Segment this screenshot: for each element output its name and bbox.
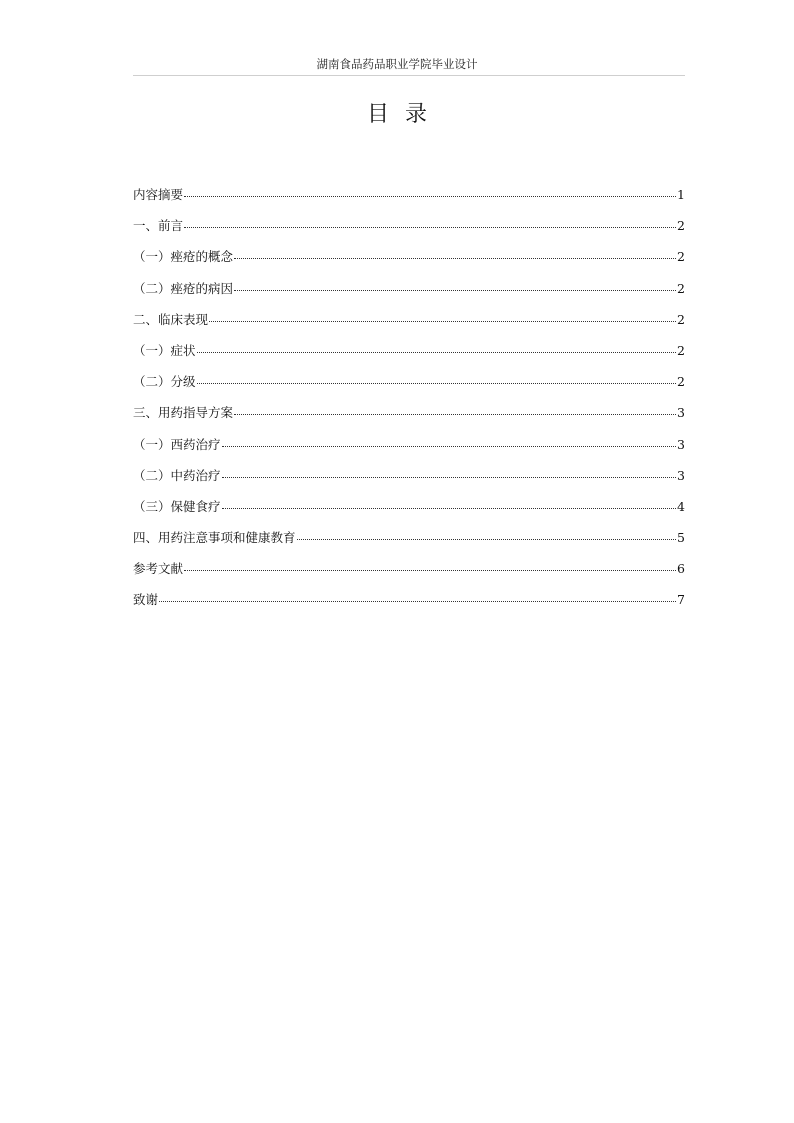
toc-entry-label: 四、用药注意事项和健康教育 bbox=[133, 530, 296, 546]
dot-leader bbox=[184, 195, 676, 197]
toc-entry-page: 3 bbox=[677, 436, 685, 452]
dot-leader bbox=[159, 600, 676, 602]
toc-entry[interactable] bbox=[133, 342, 685, 373]
toc-entry-page: 7 bbox=[677, 592, 685, 608]
toc-entry-label: （一）症状 bbox=[133, 342, 196, 358]
table-of-contents bbox=[133, 186, 685, 623]
dot-leader bbox=[197, 351, 677, 353]
toc-entry-label: 致谢 bbox=[133, 592, 159, 608]
page-title: 目录 bbox=[366, 102, 443, 127]
toc-entry-label: （二）痤疮的病因 bbox=[133, 280, 234, 296]
toc-entry-page: 3 bbox=[677, 405, 685, 421]
dot-leader bbox=[184, 226, 676, 228]
toc-entry-page: 6 bbox=[677, 561, 685, 577]
toc-entry-label: 三、用药指导方案 bbox=[133, 405, 234, 421]
dot-leader bbox=[222, 507, 677, 509]
toc-entry[interactable] bbox=[133, 529, 685, 560]
toc-entry[interactable] bbox=[133, 280, 685, 311]
toc-entry[interactable] bbox=[133, 373, 685, 404]
dot-leader bbox=[222, 476, 677, 478]
dot-leader bbox=[222, 445, 677, 447]
dot-leader bbox=[234, 289, 676, 291]
toc-entry-page: 2 bbox=[677, 249, 685, 265]
toc-entry-page: 3 bbox=[677, 467, 685, 483]
toc-entry-label: （三）保健食疗 bbox=[133, 498, 221, 514]
toc-entry[interactable] bbox=[133, 248, 685, 279]
toc-entry[interactable] bbox=[133, 498, 685, 529]
toc-entry[interactable] bbox=[133, 560, 685, 591]
toc-entry[interactable] bbox=[133, 591, 685, 622]
toc-entry-label: （二）中药治疗 bbox=[133, 467, 221, 483]
toc-entry-label: （一）痤疮的概念 bbox=[133, 249, 234, 265]
toc-entry[interactable] bbox=[133, 311, 685, 342]
dot-leader bbox=[184, 569, 676, 571]
toc-entry[interactable] bbox=[133, 217, 685, 248]
toc-entry-label: 二、临床表现 bbox=[133, 311, 209, 327]
toc-entry[interactable] bbox=[133, 467, 685, 498]
toc-entry-page: 2 bbox=[677, 280, 685, 296]
toc-entry-page: 2 bbox=[677, 218, 685, 234]
dot-leader bbox=[209, 320, 676, 322]
dot-leader bbox=[197, 382, 677, 384]
toc-entry-label: （二）分级 bbox=[133, 374, 196, 390]
header-rule bbox=[133, 75, 685, 76]
toc-entry-label: 一、前言 bbox=[133, 218, 184, 234]
toc-entry-page: 2 bbox=[677, 374, 685, 390]
toc-entry[interactable] bbox=[133, 186, 685, 217]
toc-entry[interactable] bbox=[133, 404, 685, 435]
running-header: 湖南食品药品职业学院毕业设计 bbox=[316, 57, 478, 71]
toc-entry-page: 2 bbox=[677, 311, 685, 327]
toc-entry-label: （一）西药治疗 bbox=[133, 436, 221, 452]
toc-entry-label: 内容摘要 bbox=[133, 187, 184, 202]
dot-leader bbox=[234, 257, 676, 259]
toc-entry-page: 4 bbox=[677, 498, 685, 514]
toc-entry[interactable] bbox=[133, 436, 685, 467]
dot-leader bbox=[234, 413, 676, 415]
toc-entry-page: 5 bbox=[677, 530, 685, 546]
toc-entry-page: 2 bbox=[677, 342, 685, 358]
toc-entry-page: 1 bbox=[677, 187, 685, 202]
dot-leader bbox=[297, 538, 677, 540]
toc-entry-label: 参考文献 bbox=[133, 561, 184, 577]
